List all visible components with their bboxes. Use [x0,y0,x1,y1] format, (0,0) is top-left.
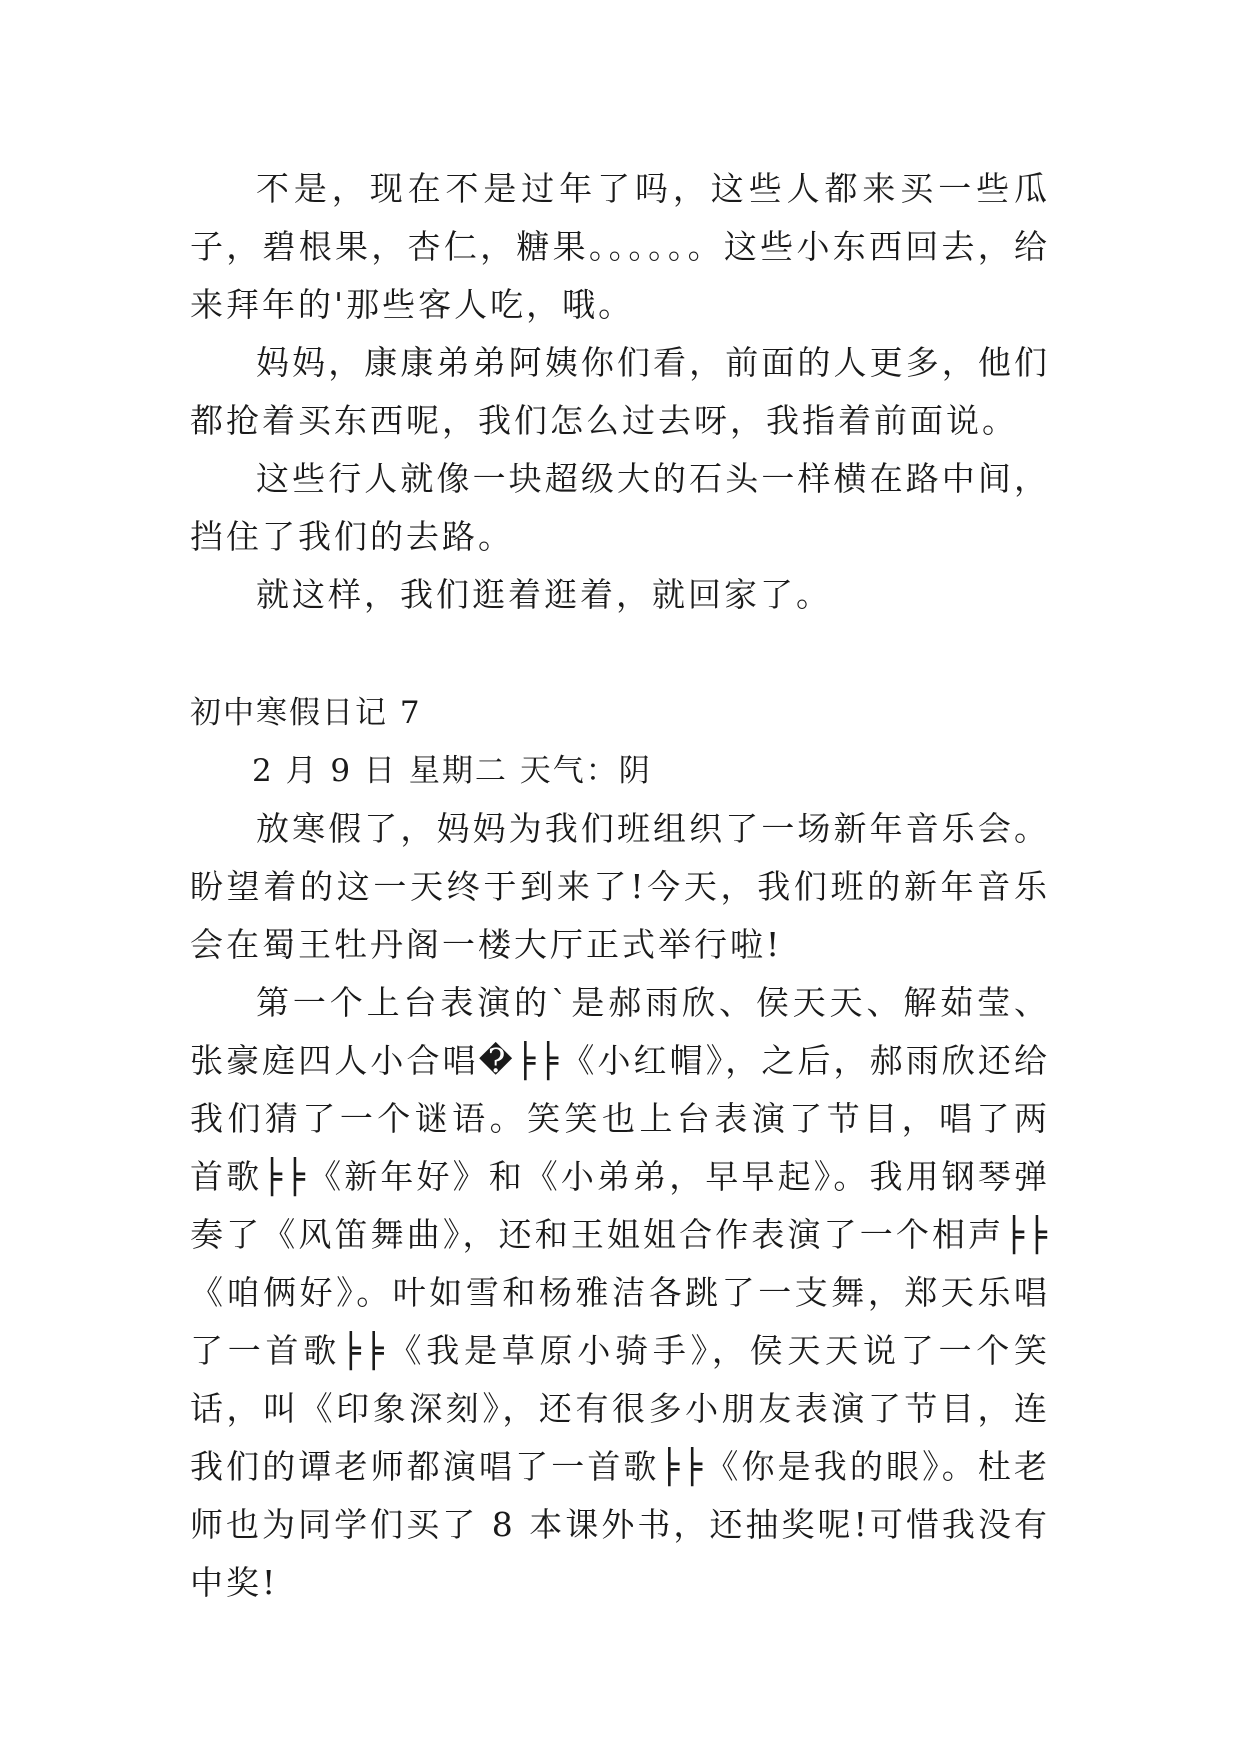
paragraph: 这些行人就像一块超级大的石头一样横在路中间，挡住了我们的去路。 [190,459,1050,556]
paragraph: 第一个上台表演的`是郝雨欣、侯天天、解茹莹、张豪庭四人小合唱�╞╞《小红帽》，之后，郝雨欣还给我们猜了一个谜语。笑笑也上台表演了节目，唱了两首歌╞╞《新年好》和《小弟弟，早早起》。我用钢琴弹奏了《风笛舞曲》，还和王姐姐合作表演了一个相声╞╞《咱俩好》。叶如雪和杨雅洁各跳了一支舞，郑天乐唱了一首歌╞╞《我是草原小骑手》，侯天天说了一个笑话，叫《印象深刻》，还有很多小朋友表演了节目，连我们的谭老师都演唱了一首歌╞╞《你是我的眼》。杜老师也为同学们买了 8 本课外书，还抽奖呢!可惜我没有中奖! [190,983,1050,1602]
paragraph: 就这样，我们逛着逛着，就回家了。 [256,575,832,614]
paragraph: 妈妈，康康弟弟阿姨你们看，前面的人更多，他们都抢着买东西呢，我们怎么过去呀，我指着前面说。 [190,343,1050,440]
diary-date-line: 2 月 9 日 星期二 天气：阴 [252,753,652,789]
paragraph: 不是，现在不是过年了吗，这些人都来买一些瓜子，碧根果，杏仁，糖果。。。。。。这些小东西回去，给来拜年的'那些客人吃，哦。 [190,169,1050,324]
paragraph: 放寒假了，妈妈为我们班组织了一场新年音乐会。盼望着的这一天终于到来了!今天，我们班的新年音乐会在蜀王牡丹阁一楼大厅正式举行啦! [190,809,1050,964]
diary-title: 初中寒假日记 7 [190,695,422,731]
document-page [190,160,1050,1612]
section-gap [190,624,1050,684]
